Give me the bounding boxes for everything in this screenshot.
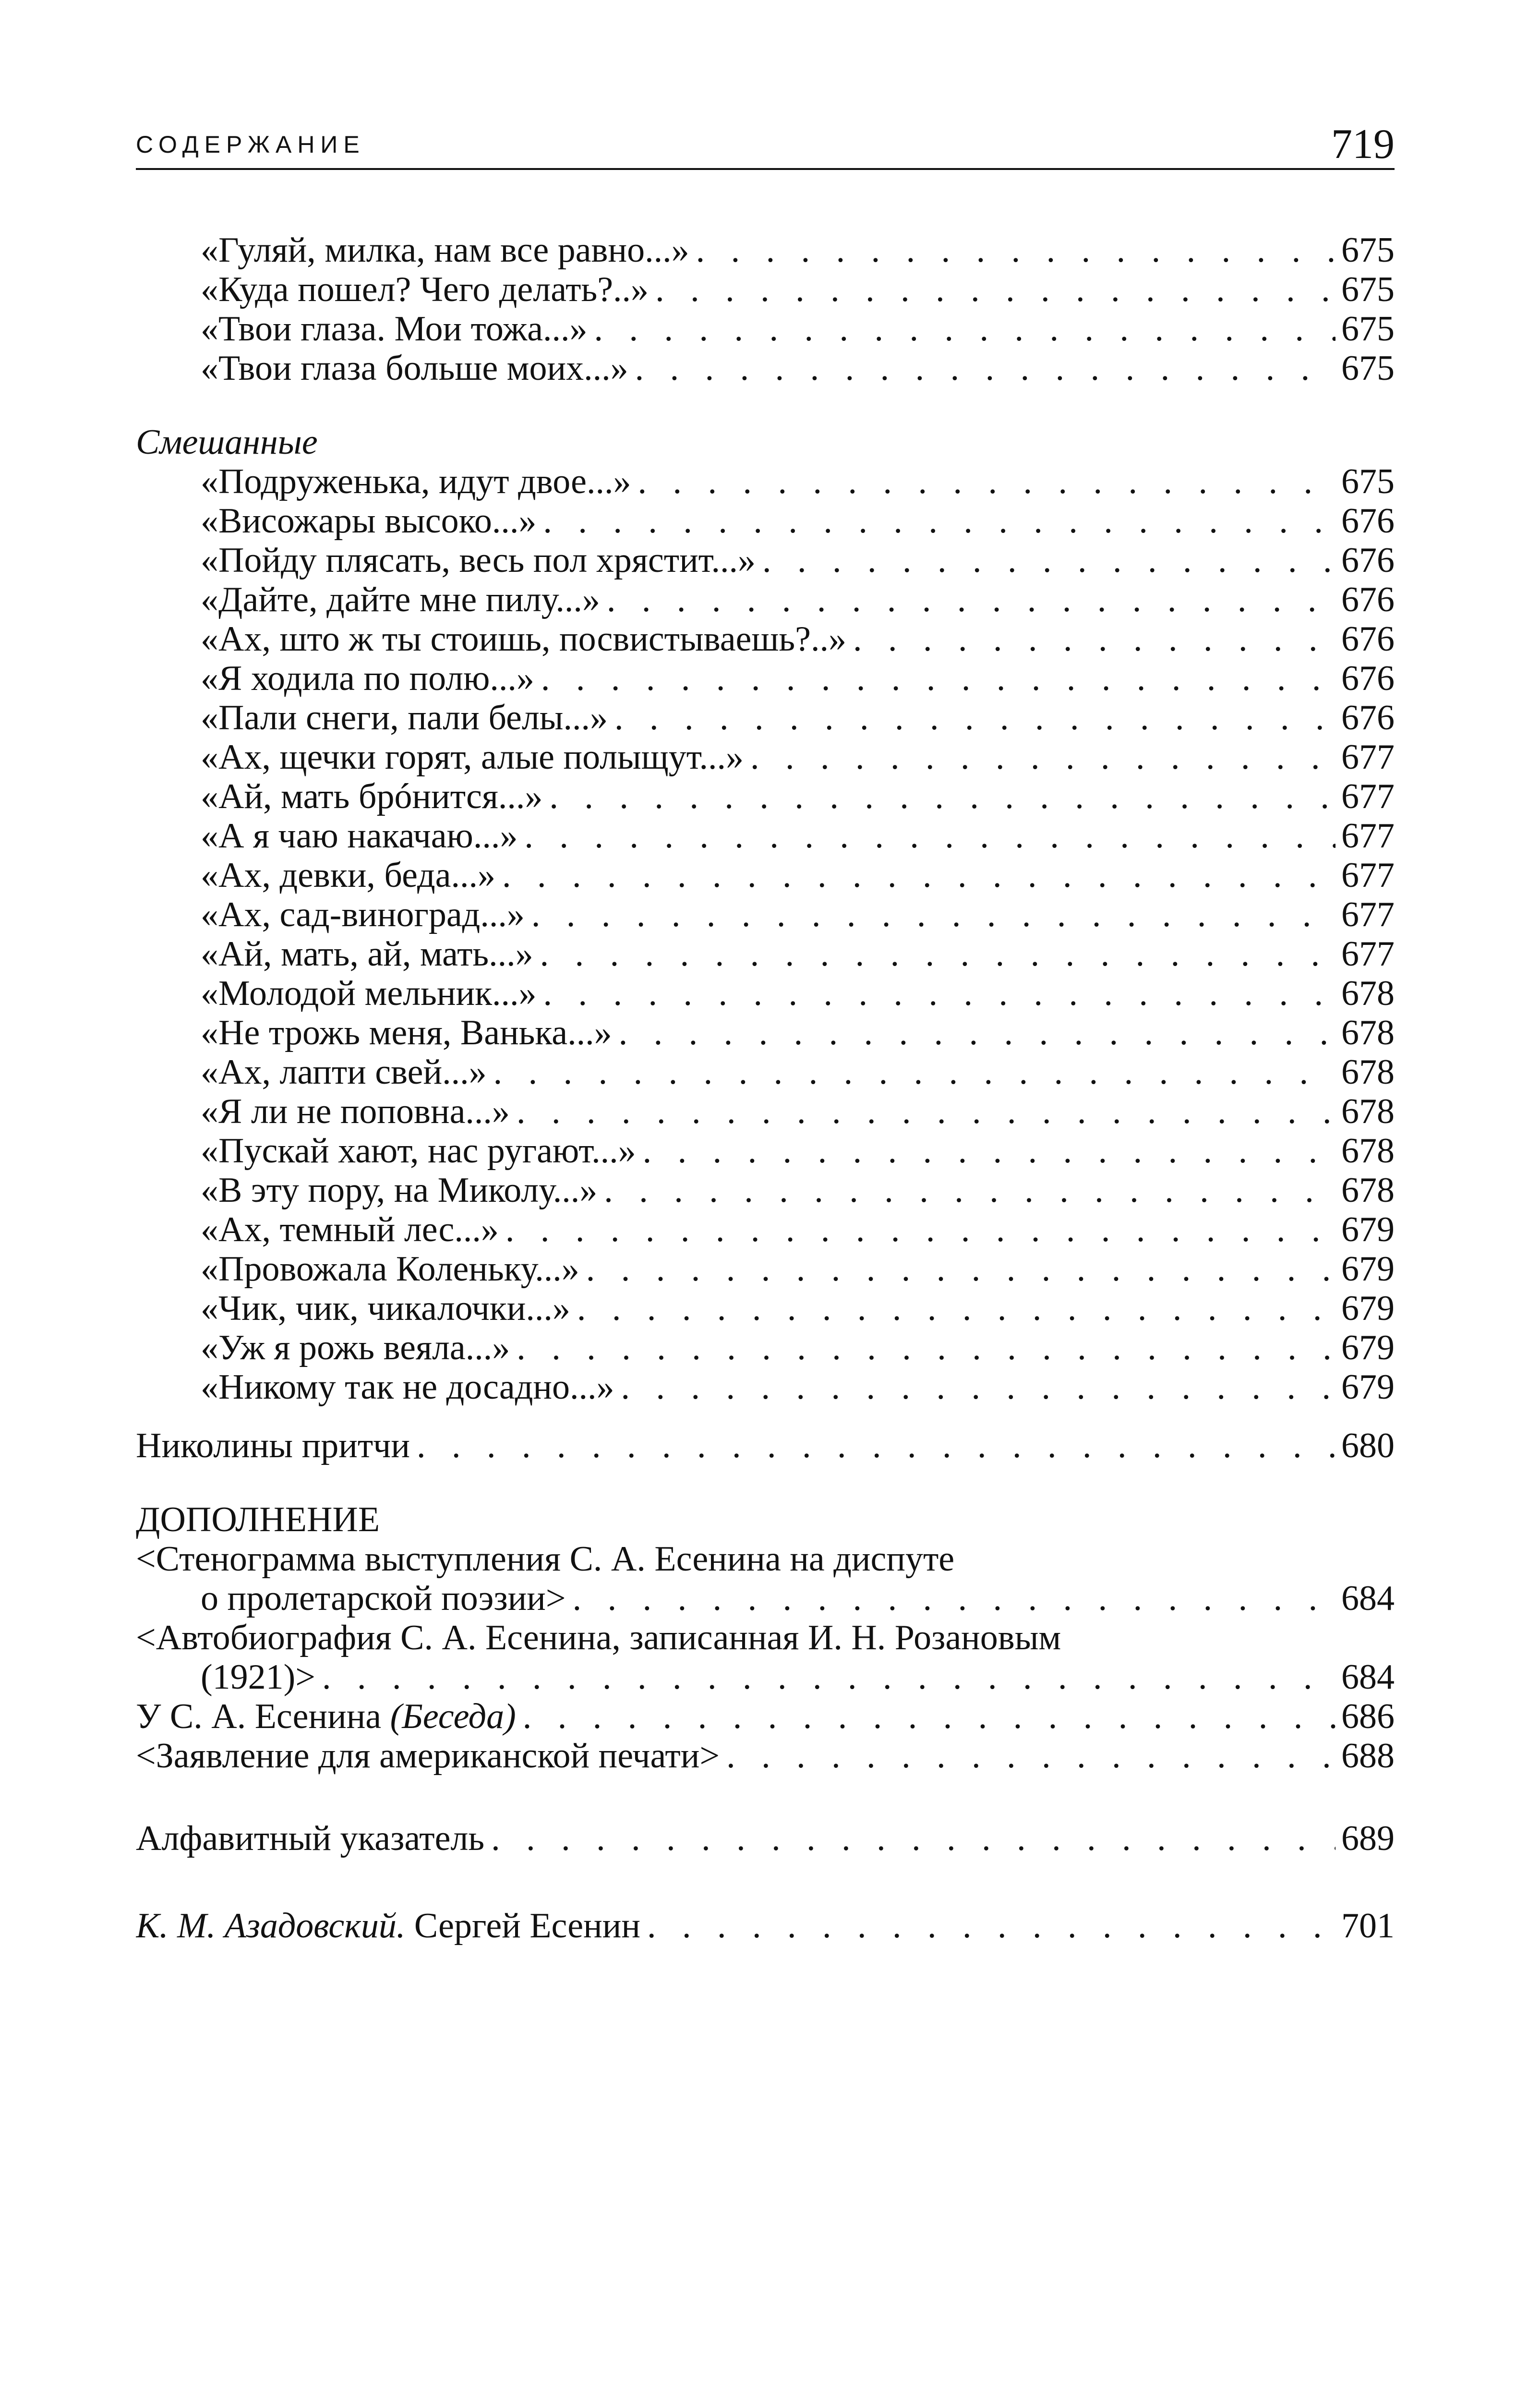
toc-entry-title: «Ах, девки, беда...» [201, 856, 495, 895]
running-header [136, 115, 1395, 170]
toc-entry-page: 679 [1341, 1289, 1395, 1328]
toc-entry-page: 680 [1341, 1426, 1395, 1465]
toc-entry-title: «Твои глаза больше моих...» [201, 349, 628, 388]
toc-entry-page: 679 [1341, 1367, 1395, 1407]
toc-entry-index[interactable] [136, 1819, 1395, 1858]
dot-leader [525, 895, 1335, 934]
toc-entry[interactable] [136, 895, 1395, 934]
toc-entry-page: 675 [1341, 349, 1395, 388]
toc-entry-title: «Никому так не досадно...» [201, 1367, 614, 1407]
toc-entry[interactable] [136, 349, 1395, 388]
section-label-supplement: ДОПОЛНЕНИЕ [136, 1500, 380, 1539]
dot-leader [597, 1171, 1335, 1210]
toc-entry-title: «Твои глаза. Мои тожа...» [201, 309, 588, 349]
toc-entry-page: 678 [1341, 1171, 1395, 1210]
toc-entry-title: «Ах, што ж ты стоишь, посвистываешь?..» [201, 619, 846, 659]
toc-entry-title: «Пали снеги, пали белы...» [201, 698, 608, 737]
toc-entry-author: К. М. Азадовский. [136, 1906, 406, 1946]
dot-leader [588, 309, 1335, 349]
toc-entry-title: «Не трожь меня, Ванька...» [201, 1013, 612, 1052]
toc-entry-page: 679 [1341, 1328, 1395, 1367]
toc-entry-page: 679 [1341, 1210, 1395, 1249]
toc-entry-page: 701 [1341, 1906, 1395, 1946]
toc-entry-page: 675 [1341, 270, 1395, 309]
running-header-title: СОДЕРЖАНИЕ [136, 131, 365, 158]
toc-entry-title: «Висожары высоко...» [201, 501, 537, 541]
dot-leader [495, 856, 1335, 895]
toc-entry-page: 675 [1341, 230, 1395, 270]
dot-leader [315, 1657, 1335, 1697]
dot-leader [516, 1697, 1335, 1736]
toc-entry-title: «Уж я рожь веяла...» [201, 1328, 510, 1367]
dot-leader [628, 349, 1335, 388]
dot-leader [689, 230, 1335, 270]
toc-entry-title: о пролетарской поэзии> [201, 1579, 566, 1618]
toc-entry[interactable] [136, 1249, 1395, 1289]
dot-leader [612, 1013, 1335, 1052]
dot-leader [631, 462, 1335, 501]
toc-entry-title: «А я чаю накачаю...» [201, 816, 518, 856]
toc-entry-title-main: У С. А. Есенина [136, 1697, 390, 1736]
toc-entry-page: 679 [1341, 1249, 1395, 1289]
toc-entry-title: «Пойду плясать, весь пол хрястит...» [201, 541, 756, 580]
toc-entry-statement[interactable] [136, 1736, 1395, 1776]
toc-entry-page: 678 [1341, 974, 1395, 1013]
dot-leader [846, 619, 1335, 659]
toc-entry-nikoliny[interactable] [136, 1426, 1395, 1465]
dot-leader [487, 1052, 1335, 1092]
toc-entry-title-subtitle: (Беседа) [390, 1697, 516, 1736]
toc-entry-title: «Я ли не поповна...» [201, 1092, 510, 1131]
toc-entry[interactable] [136, 737, 1395, 777]
toc-entry-essay[interactable] [136, 1906, 1395, 1946]
toc-entry-title: «Ах, щечки горят, алые полыщут...» [201, 737, 744, 777]
toc-entry-title: «Пускай хают, нас ругают...» [201, 1131, 636, 1171]
toc-entry-page: 676 [1341, 698, 1395, 737]
toc-entry-title: «Ах, темный лес...» [201, 1210, 499, 1249]
toc-entry-title: «Куда пошел? Чего делать?..» [201, 270, 649, 309]
dot-leader [608, 698, 1335, 737]
toc-entry[interactable] [136, 541, 1395, 580]
toc-entry-page: 676 [1341, 501, 1395, 541]
toc-entry-title: «Подруженька, идут двое...» [201, 462, 631, 501]
toc-entry-title: «Молодой мельник...» [201, 974, 537, 1013]
dot-leader [649, 270, 1335, 309]
dot-leader [570, 1289, 1335, 1328]
toc-entry-title: «Чик, чик, чикалочки...» [201, 1289, 570, 1328]
toc-entry-autobio[interactable] [136, 1657, 1395, 1697]
dot-leader [756, 541, 1335, 580]
toc-entry[interactable] [136, 462, 1395, 501]
toc-entry-title: Алфавитный указатель [136, 1819, 485, 1858]
dot-leader [510, 1328, 1335, 1367]
toc-entry-talk[interactable] [136, 1697, 1395, 1736]
toc-entry[interactable] [136, 659, 1395, 698]
dot-leader [537, 974, 1335, 1013]
dot-leader [614, 1367, 1335, 1407]
toc-entry[interactable] [136, 974, 1395, 1013]
toc-entry-page: 688 [1341, 1736, 1395, 1776]
toc-entry[interactable] [136, 309, 1395, 349]
toc-entry-title-main: Сергей Есенин [405, 1906, 640, 1946]
toc-entry-title [136, 1906, 640, 1946]
dot-leader [534, 659, 1335, 698]
toc-entry-page: 678 [1341, 1092, 1395, 1131]
dot-leader [566, 1579, 1335, 1618]
toc-entry-page: 677 [1341, 816, 1395, 856]
section-label-mixed: Смешанные [136, 423, 318, 462]
toc-entry-page: 677 [1341, 934, 1395, 974]
toc-entry-title: «Ай, мать, ай, мать...» [201, 934, 533, 974]
toc-entry-title [136, 1697, 516, 1736]
toc-entry-page: 676 [1341, 619, 1395, 659]
toc-entry-title: «Ай, мать брóнится...» [201, 777, 543, 816]
table-of-contents [136, 230, 1395, 1946]
toc-entry-title: «Дайте, дайте мне пилу...» [201, 580, 600, 619]
toc-entry-stenogram[interactable] [136, 1579, 1395, 1618]
toc-entry-page: 677 [1341, 737, 1395, 777]
dot-leader [517, 816, 1335, 856]
toc-entry-stenogram-line1[interactable]: <Стенограмма выступления С. А. Есенина на диспуте [136, 1539, 955, 1579]
toc-entry[interactable] [136, 230, 1395, 270]
dot-leader [600, 580, 1335, 619]
toc-entry-title: «Ах, сад-виноград...» [201, 895, 525, 934]
toc-entry-title: «Я ходила по полю...» [201, 659, 534, 698]
toc-entry[interactable] [136, 1367, 1395, 1407]
toc-entry[interactable] [136, 1013, 1395, 1052]
dot-leader [579, 1249, 1335, 1289]
toc-entry[interactable] [136, 580, 1395, 619]
dot-leader [744, 737, 1335, 777]
toc-entry-page: 677 [1341, 777, 1395, 816]
toc-entry-autobio-line1[interactable]: <Автобиография С. А. Есенина, записанная И. Н. Розановым [136, 1618, 1061, 1657]
toc-entry[interactable] [136, 1131, 1395, 1171]
toc-entry-title: «В эту пору, на Миколу...» [201, 1171, 598, 1210]
toc-entry[interactable] [136, 1210, 1395, 1249]
toc-entry-title: Николины притчи [136, 1426, 410, 1465]
toc-entry-title: (1921)> [201, 1657, 316, 1697]
toc-entry[interactable] [136, 270, 1395, 309]
toc-entry-title: «Гуляй, милка, нам все равно...» [201, 230, 689, 270]
toc-entry-page: 676 [1341, 541, 1395, 580]
toc-entry[interactable] [136, 1289, 1395, 1328]
toc-entry-page: 675 [1341, 462, 1395, 501]
toc-entry-title: «Провожала Коленьку...» [201, 1249, 579, 1289]
toc-entry-page: 677 [1341, 856, 1395, 895]
dot-leader [640, 1906, 1335, 1946]
toc-entry[interactable] [136, 501, 1395, 541]
dot-leader [484, 1819, 1335, 1858]
toc-entry-title: «Ах, лапти свей...» [201, 1052, 487, 1092]
toc-entry-page: 676 [1341, 659, 1395, 698]
toc-entry[interactable] [136, 698, 1395, 737]
dot-leader [636, 1131, 1335, 1171]
toc-entry-page: 677 [1341, 895, 1395, 934]
toc-entry-page: 678 [1341, 1131, 1395, 1171]
dot-leader [536, 501, 1335, 541]
toc-entry-page: 678 [1341, 1052, 1395, 1092]
toc-entry-page: 689 [1341, 1819, 1395, 1858]
toc-entry[interactable] [136, 856, 1395, 895]
toc-entry-page: 684 [1341, 1579, 1395, 1618]
dot-leader [533, 934, 1335, 974]
toc-entry[interactable] [136, 1092, 1395, 1131]
toc-entry[interactable] [136, 777, 1395, 816]
toc-entry[interactable] [136, 1171, 1395, 1210]
dot-leader [499, 1210, 1335, 1249]
dot-leader [410, 1426, 1335, 1465]
toc-entry-page: 675 [1341, 309, 1395, 349]
dot-leader [720, 1736, 1335, 1776]
toc-entry-page: 684 [1341, 1657, 1395, 1697]
toc-entry-page: 686 [1341, 1697, 1395, 1736]
toc-entry[interactable] [136, 816, 1395, 856]
toc-entry[interactable] [136, 619, 1395, 659]
dot-leader [510, 1092, 1335, 1131]
toc-entry[interactable] [136, 1328, 1395, 1367]
running-header-page-number: 719 [1331, 121, 1395, 168]
toc-entry[interactable] [136, 1052, 1395, 1092]
toc-entry[interactable] [136, 934, 1395, 974]
toc-entry-title: <Заявление для американской печати> [136, 1736, 720, 1776]
dot-leader [542, 777, 1335, 816]
toc-entry-page: 678 [1341, 1013, 1395, 1052]
toc-entry-page: 676 [1341, 580, 1395, 619]
